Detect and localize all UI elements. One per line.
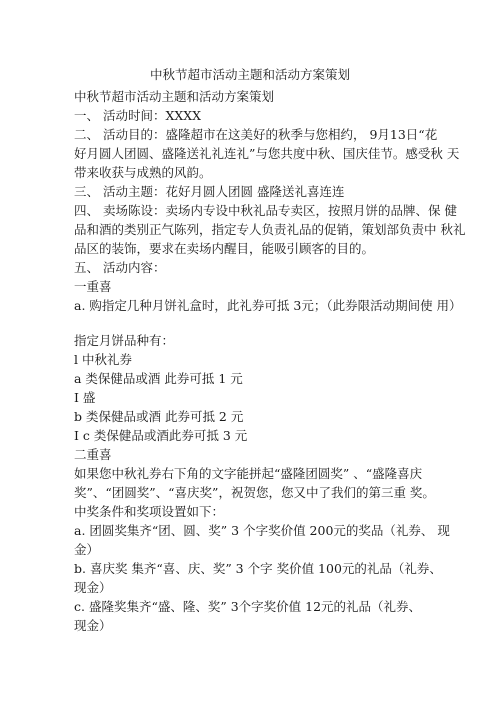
- text-line: 现金）: [74, 580, 112, 595]
- text-line: 一重喜: [74, 279, 112, 294]
- document-title: 中秋节超市活动主题和活动方案策划: [149, 67, 350, 82]
- text-line: 二重喜: [74, 447, 112, 462]
- text-line: I c 类保健品或酒此券可抵 3 元: [74, 428, 248, 443]
- text-line: 指定月饼品种有：: [74, 333, 175, 348]
- text-line: a. 团圆奖集齐“团、圆、奖” 3 个字奖价值 200元的奖品（礼券、 现: [74, 523, 450, 538]
- text-line: 品区的装饰，要求在卖场内醒目，能吸引顾客的目的。: [74, 241, 375, 256]
- text-line: 好月圆人团圆、盛隆送礼礼连礼”与您共度中秋、国庆佳节。感受秋 天: [74, 146, 460, 161]
- text-line: b 类保健品或酒 此券可抵 2 元: [74, 409, 244, 424]
- text-line: 中奖条件和奖项设置如下：: [74, 504, 225, 519]
- text-line: a 类保健品或酒 此券可抵 1 元: [74, 371, 243, 386]
- text-line: 金）: [74, 542, 100, 557]
- text-line: b. 喜庆奖 集齐“喜、庆、奖” 3 个字 奖价值 100元的礼品（礼券、: [74, 561, 442, 576]
- text-line: 二、 活动目的：盛隆超市在这美好的秋季与您相约， 9月13日“花: [74, 127, 438, 142]
- text-line: 奖”、“团圆奖”、“喜庆奖”，祝贺您，您又中了我们的第三重 奖。: [74, 485, 435, 500]
- text-line: 一、 活动时间：XXXX: [74, 108, 202, 123]
- text-line: c. 盛隆奖集齐“盛、隆、奖” 3个字奖价值 12元的礼品（礼券、: [74, 599, 422, 614]
- text-line: 三、 活动主题：花好月圆人团圆 盛隆送礼喜连连: [74, 184, 345, 199]
- text-line: l 中秋礼券: [74, 352, 132, 367]
- text-line: a. 购指定几种月饼礼盒时，此礼券可抵 3元；（此券限活动期间使 用）: [74, 298, 462, 313]
- subtitle-line: 中秋节超市活动主题和活动方案策划: [74, 89, 275, 104]
- text-line: 如果您中秋礼券右下角的文字能拼起“盛隆团圆奖” 、“盛隆喜庆: [74, 466, 423, 481]
- text-line: 品和酒的类别正气陈列，指定专人负责礼品的促销，策划部负责中 秋礼: [74, 222, 466, 237]
- text-line: I 盛: [74, 390, 96, 405]
- text-line: 四、 卖场陈设：卖场内专设中秋礼品专卖区，按照月饼的品牌、保 健: [74, 203, 457, 218]
- text-line: 现金）: [74, 618, 112, 633]
- text-line: 五、 活动内容：: [74, 260, 166, 275]
- text-line: 带来收获与成熟的风韵。: [74, 165, 212, 180]
